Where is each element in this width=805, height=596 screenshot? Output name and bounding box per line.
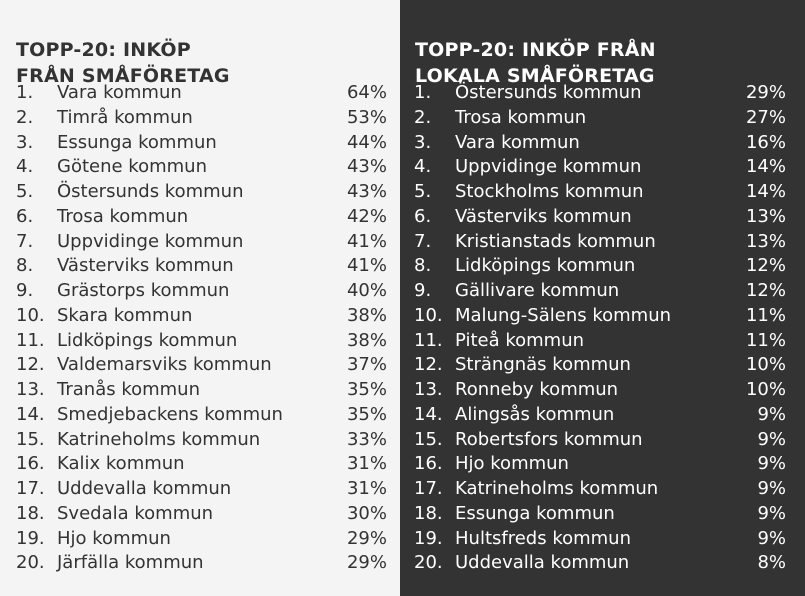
percentage-value: 43% — [346, 156, 387, 178]
left-title-line-1: TOPP-20: INKÖP — [16, 38, 191, 61]
ranking-row — [414, 403, 786, 428]
rank-number: 12. — [16, 354, 45, 376]
percentage-value: 35% — [346, 403, 387, 425]
percentage-value: 41% — [346, 255, 387, 277]
percentage-value: 29% — [346, 527, 387, 549]
percentage-value: 10% — [745, 379, 786, 400]
municipality-name: Grästorps kommun — [57, 280, 230, 301]
municipality-name: Östersunds kommun — [57, 181, 244, 202]
rank-number: 7. — [414, 230, 432, 252]
percentage-value: 9% — [757, 403, 786, 425]
percentage-value: 42% — [346, 205, 387, 227]
rank-number: 2. — [16, 106, 34, 128]
rank-number: 14. — [16, 403, 45, 425]
municipality-name: Vara kommun — [455, 131, 580, 153]
municipality-name: Uppvidinge kommun — [455, 156, 642, 178]
rank-number: 12. — [414, 354, 443, 376]
ranking-row — [16, 551, 387, 576]
percentage-value: 10% — [745, 354, 786, 376]
rank-number: 13. — [414, 379, 443, 400]
percentage-value: 14% — [745, 181, 786, 202]
municipality-name: Skara kommun — [57, 304, 193, 326]
rank-number: 8. — [414, 255, 432, 277]
rank-number: 10. — [414, 304, 443, 326]
municipality-name: Hultsfreds kommun — [455, 527, 632, 549]
percentage-value: 44% — [346, 131, 387, 153]
municipality-name: Hjo kommun — [455, 453, 569, 475]
ranking-row — [16, 254, 387, 279]
right-panel-lokala-smaforetag — [400, 0, 805, 596]
left-panel-smaforetag — [0, 0, 400, 596]
rank-number: 10. — [16, 304, 45, 326]
ranking-row — [16, 527, 387, 552]
municipality-name: Lidköpings kommun — [455, 255, 636, 277]
municipality-name: Trosa kommun — [57, 205, 189, 227]
rank-number: 4. — [16, 156, 34, 178]
municipality-name: Timrå kommun — [57, 106, 193, 128]
municipality-name: Hjo kommun — [57, 527, 171, 549]
rank-number: 4. — [414, 156, 432, 178]
percentage-value: 33% — [346, 428, 387, 450]
rank-number: 18. — [414, 502, 443, 524]
rank-number: 6. — [414, 205, 432, 227]
municipality-name: Götene kommun — [57, 156, 207, 178]
ranking-row — [16, 230, 387, 255]
ranking-row — [414, 502, 786, 527]
rank-number: 2. — [414, 106, 432, 128]
municipality-name: Gällivare kommun — [455, 280, 620, 301]
ranking-row — [16, 428, 387, 453]
municipality-name: Uddevalla kommun — [57, 478, 232, 499]
municipality-name: Katrineholms kommun — [455, 478, 659, 499]
rank-number: 3. — [414, 131, 432, 153]
rank-number: 3. — [16, 131, 34, 153]
percentage-value: 31% — [346, 453, 387, 475]
ranking-row — [414, 180, 786, 205]
ranking-row — [414, 551, 786, 576]
ranking-row — [16, 155, 387, 180]
ranking-row — [16, 353, 387, 378]
percentage-value: 12% — [745, 280, 786, 301]
rank-number: 14. — [414, 403, 443, 425]
municipality-name: Trosa kommun — [455, 106, 587, 128]
municipality-name: Smedjebackens kommun — [57, 403, 283, 425]
municipality-name: Robertsfors kommun — [455, 428, 643, 450]
rank-number: 15. — [16, 428, 45, 450]
percentage-value: 30% — [346, 502, 387, 524]
ranking-row — [414, 254, 786, 279]
rank-number: 16. — [414, 453, 443, 475]
percentage-value: 53% — [346, 106, 387, 128]
ranking-row — [414, 230, 786, 255]
rank-number: 17. — [414, 478, 443, 499]
ranking-row — [16, 304, 387, 329]
right-title-line-1: TOPP-20: INKÖP FRÅN — [415, 38, 656, 61]
ranking-row — [16, 452, 387, 477]
right-ranking-list — [414, 81, 786, 576]
rank-number: 5. — [414, 181, 432, 202]
ranking-row — [414, 428, 786, 453]
left-title-line-2: FRÅN SMÅFÖRETAG — [16, 64, 230, 87]
percentage-value: 40% — [346, 280, 387, 301]
ranking-row — [414, 106, 786, 131]
rank-number: 19. — [414, 527, 443, 549]
percentage-value: 14% — [745, 156, 786, 178]
percentage-value: 35% — [346, 379, 387, 400]
municipality-name: Östersunds kommun — [455, 82, 642, 103]
percentage-value: 37% — [346, 354, 387, 376]
municipality-name: Västerviks kommun — [57, 255, 234, 277]
percentage-value: 9% — [757, 502, 786, 524]
rank-number: 17. — [16, 478, 45, 499]
ranking-row — [414, 205, 786, 230]
ranking-row — [414, 155, 786, 180]
ranking-row — [16, 403, 387, 428]
percentage-value: 27% — [745, 106, 786, 128]
percentage-value: 43% — [346, 181, 387, 202]
right-title-line-2: LOKALA SMÅFÖRETAG — [415, 64, 655, 87]
percentage-value: 29% — [346, 552, 387, 574]
rank-number: 18. — [16, 502, 45, 524]
ranking-row — [16, 502, 387, 527]
ranking-row — [414, 131, 786, 156]
municipality-name: Kalix kommun — [57, 453, 185, 475]
percentage-value: 8% — [757, 552, 786, 574]
municipality-name: Kristianstads kommun — [455, 230, 656, 252]
municipality-name: Malung-Sälens kommun — [455, 304, 672, 326]
municipality-name: Tranås kommun — [57, 379, 200, 400]
percentage-value: 9% — [757, 527, 786, 549]
ranking-row — [16, 279, 387, 304]
rank-number: 15. — [414, 428, 443, 450]
left-ranking-list — [16, 81, 387, 576]
municipality-name: Uddevalla kommun — [455, 552, 630, 574]
municipality-name: Alingsås kommun — [455, 403, 615, 425]
rank-number: 13. — [16, 379, 45, 400]
percentage-value: 13% — [745, 230, 786, 252]
rank-number: 1. — [414, 82, 432, 103]
municipality-name: Stockholms kommun — [455, 181, 644, 202]
percentage-value: 38% — [346, 329, 387, 351]
rank-number: 11. — [16, 329, 45, 351]
ranking-row — [414, 329, 786, 354]
rank-number: 16. — [16, 453, 45, 475]
percentage-value: 11% — [745, 329, 786, 351]
rank-number: 9. — [16, 280, 34, 301]
rank-number: 7. — [16, 230, 34, 252]
municipality-name: Vara kommun — [57, 82, 182, 103]
municipality-name: Järfälla kommun — [57, 552, 204, 574]
rank-number: 19. — [16, 527, 45, 549]
ranking-row — [414, 527, 786, 552]
municipality-name: Strängnäs kommun — [455, 354, 631, 376]
rank-number: 6. — [16, 205, 34, 227]
municipality-name: Västerviks kommun — [455, 205, 632, 227]
rank-number: 8. — [16, 255, 34, 277]
rank-number: 11. — [414, 329, 443, 351]
percentage-value: 9% — [757, 453, 786, 475]
rank-number: 1. — [16, 82, 34, 103]
ranking-row — [414, 477, 786, 502]
ranking-row — [16, 329, 387, 354]
percentage-value: 9% — [757, 478, 786, 499]
percentage-value: 29% — [745, 82, 786, 103]
ranking-row — [414, 304, 786, 329]
percentage-value: 64% — [346, 82, 387, 103]
ranking-row — [414, 353, 786, 378]
municipality-name: Uppvidinge kommun — [57, 230, 244, 252]
ranking-row — [16, 205, 387, 230]
ranking-row — [414, 81, 786, 106]
percentage-value: 16% — [745, 131, 786, 153]
rank-number: 5. — [16, 181, 34, 202]
municipality-name: Valdemarsviks kommun — [57, 354, 272, 376]
ranking-row — [414, 378, 786, 403]
percentage-value: 41% — [346, 230, 387, 252]
municipality-name: Piteå kommun — [455, 329, 585, 351]
municipality-name: Katrineholms kommun — [57, 428, 261, 450]
municipality-name: Ronneby kommun — [455, 379, 619, 400]
rank-number: 20. — [414, 552, 443, 574]
ranking-row — [16, 131, 387, 156]
percentage-value: 11% — [745, 304, 786, 326]
ranking-row — [16, 180, 387, 205]
ranking-row — [16, 477, 387, 502]
municipality-name: Svedala kommun — [57, 502, 214, 524]
ranking-row — [414, 279, 786, 304]
rank-number: 9. — [414, 280, 432, 301]
rank-number: 20. — [16, 552, 45, 574]
ranking-row — [16, 81, 387, 106]
municipality-name: Lidköpings kommun — [57, 329, 238, 351]
ranking-row — [16, 106, 387, 131]
percentage-value: 9% — [757, 428, 786, 450]
percentage-value: 38% — [346, 304, 387, 326]
municipality-name: Essunga kommun — [57, 131, 217, 153]
percentage-value: 13% — [745, 205, 786, 227]
percentage-value: 31% — [346, 478, 387, 499]
ranking-row — [16, 378, 387, 403]
municipality-name: Essunga kommun — [455, 502, 615, 524]
ranking-row — [414, 452, 786, 477]
percentage-value: 12% — [745, 255, 786, 277]
